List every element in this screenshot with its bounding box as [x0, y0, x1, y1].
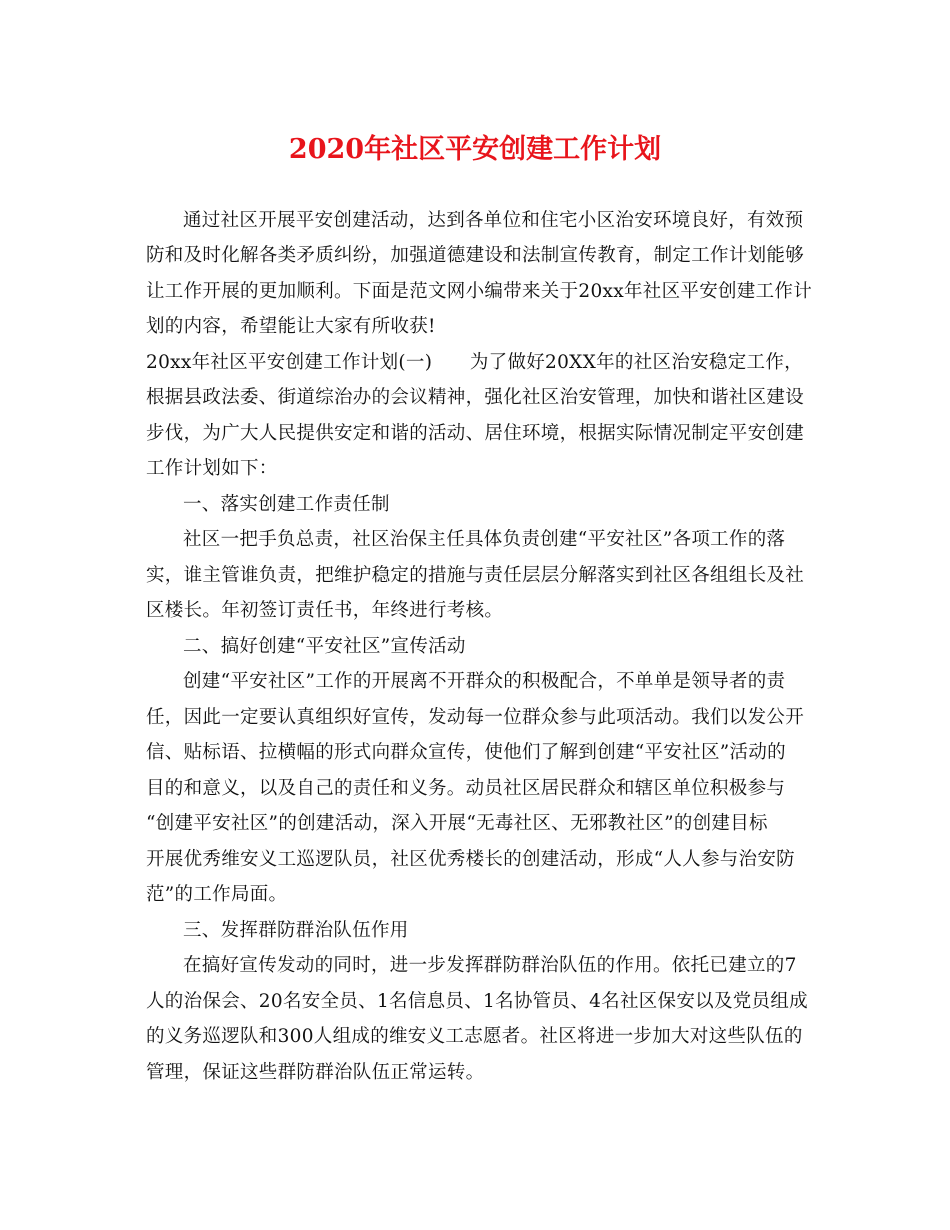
paragraph-line: 信、贴标语、拉横幅的形式向群众宣传，使他们了解到创建“平安社区”活动的	[146, 742, 786, 763]
section-heading: 一、落实创建工作责任制	[183, 494, 390, 515]
paragraph-line: 范”的工作局面。	[146, 884, 288, 905]
paragraph-line: 20xx年社区平安创建工作计划(一) 为了做好20XX年的社区治安稳定工作，	[146, 352, 803, 373]
paragraph-line: 人的治保会、20名安全员、1名信息员、1名协管员、4名社区保安以及党员组成	[146, 991, 808, 1012]
paragraph-line: 让工作开展的更加顺利。下面是范文网小编带来关于20xx年社区平安创建工作计	[146, 281, 813, 302]
paragraph-line: 社区一把手负总责，社区治保主任具体负责创建“平安社区”各项工作的落	[183, 529, 786, 550]
paragraph-line: 目的和意义，以及自己的责任和义务。动员社区居民群众和辖区单位积极参与	[146, 778, 786, 799]
paragraph-line: 在搞好宣传发动的同时，进一步发挥群防群治队伍的作用。依托已建立的7	[183, 955, 797, 976]
paragraph-line: 根据县政法委、街道综治办的会议精神，强化社区治安管理，加快和谐社区建设	[146, 387, 805, 408]
paragraph-line: 实，谁主管谁负责，把维护稳定的措施与责任层层分解落实到社区各组组长及社	[146, 565, 805, 586]
paragraph-line: 防和及时化解各类矛质纠纷，加强道德建设和法制宣传教育，制定工作计划能够	[146, 245, 805, 266]
paragraph-line: 步伐，为广大人民提供安定和谐的活动、居住环境，根据实际情况制定平安创建	[146, 423, 805, 444]
document-title: 2020年社区平安创建工作计划	[288, 134, 662, 165]
paragraph-line: 通过社区开展平安创建活动，达到各单位和住宅小区治安环境良好，有效预	[183, 210, 804, 231]
paragraph-line: 区楼长。年初签订责任书，年终进行考核。	[146, 600, 504, 621]
paragraph-line: “创建平安社区”的创建活动，深入开展“无毒社区、无邪教社区”的创建目标	[146, 813, 768, 834]
paragraph-line: 开展优秀维安义工巡逻队员，社区优秀楼长的创建活动，形成“人人参与治安防	[146, 849, 795, 870]
paragraph-line: 创建“平安社区”工作的开展离不开群众的积极配合，不单单是领导者的责	[183, 671, 786, 692]
section-heading: 三、发挥群防群治队伍作用	[183, 920, 409, 941]
paragraph-line: 管理，保证这些群防群治队伍正常运转。	[146, 1062, 485, 1083]
paragraph-line: 的义务巡逻队和300人组成的维安义工志愿者。社区将进一步加大对这些队伍的	[146, 1026, 803, 1047]
paragraph-line: 任，因此一定要认真组织好宣传，发动每一位群众参与此项活动。我们以发公开	[146, 707, 805, 728]
paragraph-line: 工作计划如下：	[146, 458, 278, 479]
paragraph-line: 划的内容，希望能让大家有所收获!	[146, 316, 436, 337]
section-heading: 二、搞好创建“平安社区”宣传活动	[183, 636, 466, 657]
